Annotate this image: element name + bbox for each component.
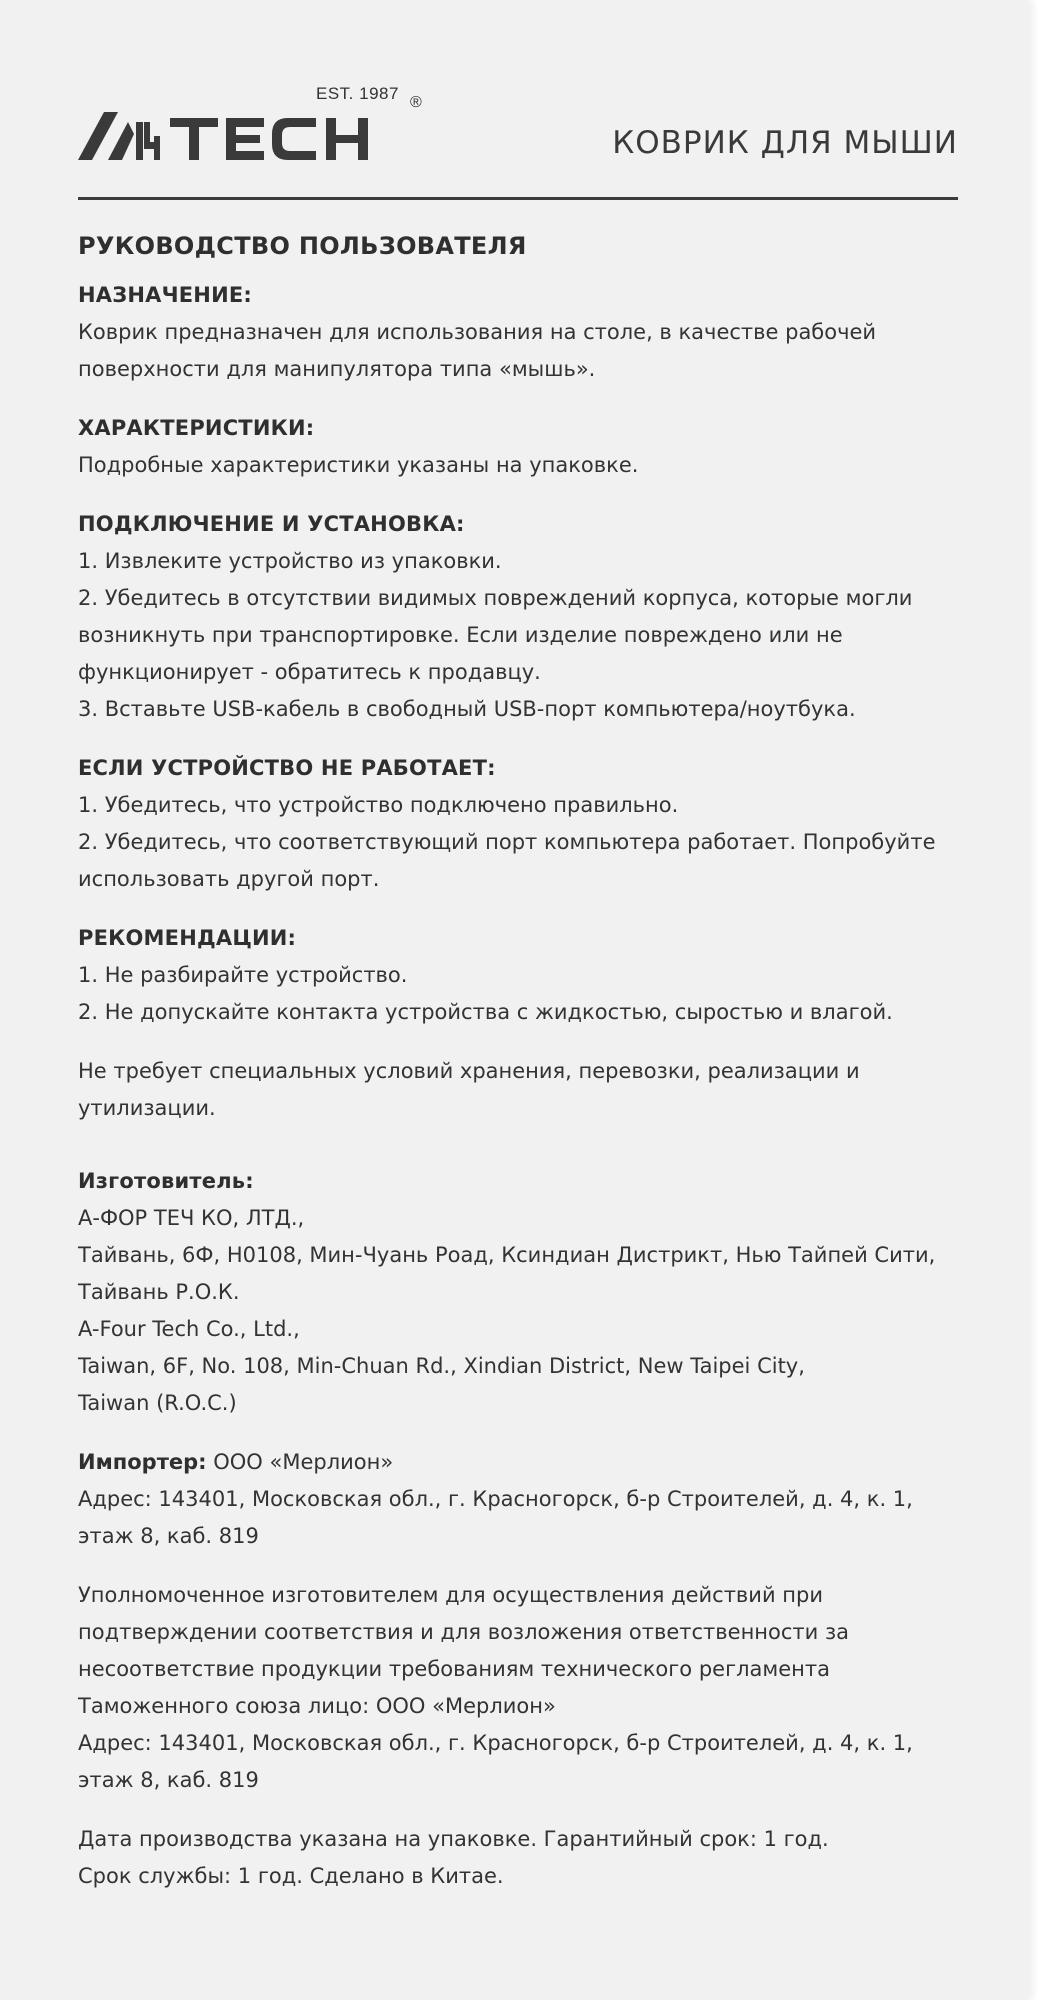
section-purpose xyxy=(78,277,958,388)
a4tech-logo-icon xyxy=(78,108,408,168)
text-line: Taiwan (R.O.C.) xyxy=(78,1391,237,1415)
section-footer xyxy=(78,1821,958,1895)
header xyxy=(78,80,958,190)
text-line: 2. Убедитесь в отсутствии видимых повреждений корпуса, которые могли xyxy=(78,586,913,610)
section-heading: ЕСЛИ УСТРОЙСТВО НЕ РАБОТАЕТ: xyxy=(78,756,496,780)
section-storage xyxy=(78,1053,958,1127)
text-line: 2. Убедитесь, что соответствующий порт компьютера работает. Попробуйте xyxy=(78,830,936,854)
registered-mark: ® xyxy=(410,94,422,111)
text-line: 3. Вставьте USB-кабель в свободный USB-порт компьютера/ноутбука. xyxy=(78,697,856,721)
brand-logo xyxy=(78,80,438,180)
importer-name: ООО «Мерлион» xyxy=(206,1450,394,1474)
text-line: 1. Убедитесь, что устройство подключено правильно. xyxy=(78,793,679,817)
importer-label: Импортер: xyxy=(78,1450,207,1474)
text-line: Тайвань Р.О.К. xyxy=(78,1280,240,1304)
text-line: Taiwan, 6F, No. 108, Min-Chuan Rd., Xindian District, New Taipei City, xyxy=(78,1354,805,1378)
text-line: этаж 8, каб. 819 xyxy=(78,1768,259,1792)
text-line: использовать другой порт. xyxy=(78,867,380,891)
text-line: Не требует специальных условий хранения, перевозки, реализации и xyxy=(78,1059,860,1083)
section-specs xyxy=(78,410,958,484)
text-line: функционирует - обратитесь к продавцу. xyxy=(78,660,541,684)
section-troubleshoot xyxy=(78,750,958,898)
text-line: Тайвань, 6Ф, Н0108, Мин-Чуань Роад, Ксиндиан Дистрикт, Нью Тайпей Сити, xyxy=(78,1243,936,1267)
text-line: Адрес: 143401, Московская обл., г. Красногорск, б-р Строителей, д. 4, к. 1, xyxy=(78,1731,913,1755)
section-heading: ХАРАКТЕРИСТИКИ: xyxy=(78,416,315,440)
est-label: EST. 1987 xyxy=(316,84,399,103)
text-line: A-Four Tech Co., Ltd., xyxy=(78,1317,300,1341)
text-line: Таможенного союза лицо: ООО «Мерлион» xyxy=(78,1694,556,1718)
text-line: этаж 8, каб. 819 xyxy=(78,1524,259,1548)
product-title: КОВРИК ДЛЯ МЫШИ xyxy=(612,125,958,161)
section-manufacturer xyxy=(78,1163,958,1422)
section-authorized xyxy=(78,1577,958,1799)
text-line: 1. Извлеките устройство из упаковки. xyxy=(78,549,502,573)
manual-title: РУКОВОДСТВО ПОЛЬЗОВАТЕЛЯ xyxy=(78,232,527,260)
header-divider xyxy=(78,197,958,200)
section-heading: ПОДКЛЮЧЕНИЕ И УСТАНОВКА: xyxy=(78,512,465,536)
text-line: утилизации. xyxy=(78,1096,216,1120)
section-importer xyxy=(78,1444,958,1555)
importer-line xyxy=(78,1444,958,1481)
text-line: подтверждении соответствия и для возложения ответственности за xyxy=(78,1620,850,1644)
text-line: Подробные характеристики указаны на упаковке. xyxy=(78,453,639,477)
section-install xyxy=(78,506,958,728)
section-heading: Изготовитель: xyxy=(78,1169,254,1193)
text-line: Адрес: 143401, Московская обл., г. Красногорск, б-р Строителей, д. 4, к. 1, xyxy=(78,1487,913,1511)
text-line: несоответствие продукции требованиям технического регламента xyxy=(78,1657,831,1681)
text-line: А-ФОР ТЕЧ КО, ЛТД., xyxy=(78,1206,305,1230)
text-line: Коврик предназначен для использования на столе, в качестве рабочей xyxy=(78,320,877,344)
text-line: Дата производства указана на упаковке. Гарантийный срок: 1 год. xyxy=(78,1827,829,1851)
text-line: 2. Не допускайте контакта устройства с жидкостью, сыростью и влагой. xyxy=(78,1000,893,1024)
section-recommendations xyxy=(78,920,958,1031)
text-line: поверхности для манипулятора типа «мышь». xyxy=(78,357,596,381)
manual-content xyxy=(78,228,958,1895)
text-line: возникнуть при транспортировке. Если изделие повреждено или не xyxy=(78,623,843,647)
text-line: Уполномоченное изготовителем для осуществления действий при xyxy=(78,1583,823,1607)
text-line: 1. Не разбирайте устройство. xyxy=(78,963,408,987)
section-heading: НАЗНАЧЕНИЕ: xyxy=(78,283,252,307)
section-heading: РЕКОМЕНДАЦИИ: xyxy=(78,926,297,950)
text-line: Срок службы: 1 год. Сделано в Китае. xyxy=(78,1864,504,1888)
